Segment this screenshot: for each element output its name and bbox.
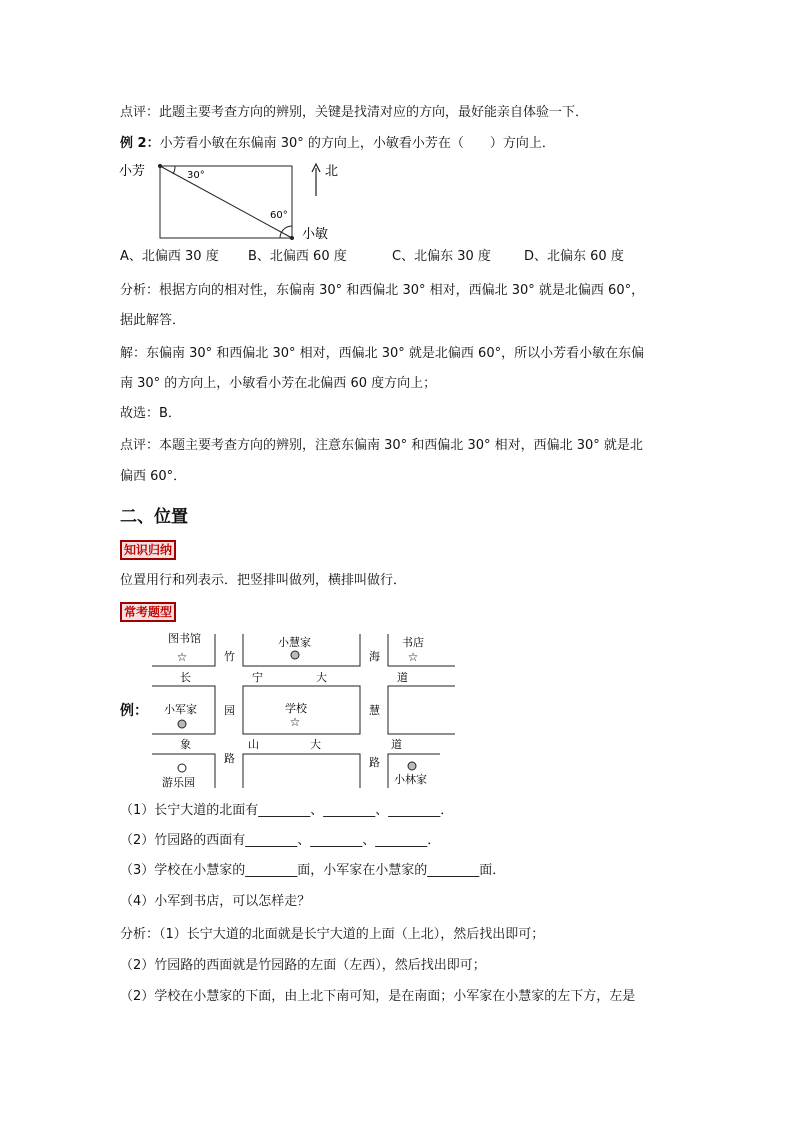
road-label-hai: 海 [369, 650, 380, 663]
analysis-part-3: （2）学校在小慧家的下面，由上北下南可知，是在南面；小军家在小慧家的左下方，左是 [120, 989, 636, 1004]
place-library-label: 图书馆 [168, 632, 201, 645]
circle-marker-icon [178, 764, 186, 772]
answer-line: 故选：B． [120, 406, 181, 421]
question-3: （3）学校在小慧家的________面，小军家在小慧家的________面． [120, 863, 506, 878]
row-label-shan: 山 [248, 738, 259, 751]
circle-marker-icon [178, 720, 186, 728]
analysis-part-2: （2）竹园路的西面就是竹园路的左面（左西），然后找出即可； [120, 958, 486, 973]
diagram-xiaomin-label: 小敏 [302, 227, 329, 242]
row-label-da-2: 大 [310, 738, 321, 751]
diagram-angle-30: 30° [187, 170, 205, 181]
diagram-diagonal [160, 166, 292, 238]
example2-question [120, 135, 555, 153]
road-label-hui: 慧 [369, 704, 380, 717]
place-playground-label: 游乐园 [162, 776, 195, 789]
row-label-dao-1: 道 [397, 671, 408, 684]
diagram-north-label: 北 [325, 164, 339, 179]
star-icon: ☆ [289, 715, 301, 729]
circle-marker-icon [291, 651, 299, 659]
diagram-point-xiaomin [290, 236, 294, 240]
analysis-part-1: 分析：（1）长宁大道的北面就是长宁大道的上面（上北），然后找出即可； [120, 927, 545, 942]
comment2-line-2: 偏西 60°． [120, 469, 187, 484]
example2-text: 小芳看小敏在东偏南 30° 的方向上，小敏看小芳在（ ）方向上． [159, 136, 555, 151]
place-school-label: 学校 [285, 702, 307, 715]
comment-1: 点评：此题主要考查方向的辨别，关键是找清对应的方向，最好能亲自体验一下． [120, 105, 589, 120]
place-xiaolin-label: 小林家 [394, 773, 427, 786]
knowledge-text: 位置用行和列表示．把竖排叫做列，横排叫做行． [120, 573, 407, 588]
solution-line-2: 南 30° 的方向上，小敏看小芳在北偏西 60 度方向上； [120, 376, 437, 391]
circle-marker-icon [408, 762, 416, 770]
comment2-line-1: 点评：本题主要考查方向的辨别，注意东偏南 30° 和西偏北 30° 相对，西偏北 30° 就是北 [120, 438, 643, 453]
option-b: B、北偏西 60 度 [248, 249, 347, 264]
analysis-line-1: 分析：根据方向的相对性，东偏南 30° 和西偏北 30° 相对，西偏北 30° 就是北偏西 60°， [120, 283, 645, 298]
question-2: （2）竹园路的西面有________、________、________． [120, 833, 441, 848]
road-label-lu-2: 路 [369, 756, 380, 769]
block-right-outline [388, 686, 455, 734]
diagram-angle-60: 60° [270, 210, 288, 221]
question-4: （4）小军到书店，可以怎样走？ [120, 894, 311, 909]
block-bottom-middle-outline [243, 754, 360, 788]
question-1: （1）长宁大道的北面有________、________、________． [120, 803, 454, 818]
row-label-chang: 长 [180, 671, 191, 684]
map-example-label: 例： [120, 703, 148, 719]
row-label-da-1: 大 [316, 671, 327, 684]
direction-diagram [115, 158, 345, 248]
road-label-yuan: 园 [224, 704, 235, 717]
example2-label: 例 2： [120, 136, 160, 151]
row-label-ning: 宁 [252, 671, 263, 684]
option-c: C、北偏东 30 度 [392, 249, 491, 264]
analysis-line-2: 据此解答． [120, 313, 186, 328]
road-label-lu-1: 路 [224, 752, 235, 765]
diagram-arc-top [173, 166, 175, 174]
place-bookstore-label: 书店 [402, 636, 424, 649]
place-xiaojun-label: 小军家 [164, 703, 197, 716]
option-d: D、北偏东 60 度 [524, 249, 624, 264]
diagram-xiaofang-label: 小芳 [119, 164, 146, 179]
tag-knowledge: 知识归纳 [120, 540, 176, 560]
row-label-xiang: 象 [180, 738, 191, 751]
place-xiaohui-label: 小慧家 [278, 636, 311, 649]
position-map [140, 626, 470, 792]
tag-common-questions: 常考题型 [120, 602, 176, 622]
option-a: A、北偏西 30 度 [120, 249, 219, 264]
diagram-point-xiaofang [158, 164, 162, 168]
star-icon: ☆ [407, 650, 419, 664]
row-label-dao-2: 道 [391, 738, 402, 751]
star-icon: ☆ [176, 650, 188, 664]
road-label-zhu: 竹 [224, 650, 235, 663]
solution-line-1: 解：东偏南 30° 和西偏北 30° 相对，西偏北 30° 就是北偏西 60°，所以小芳看小敏在东偏 [120, 346, 645, 361]
diagram-arc-bottom [280, 226, 292, 238]
section-title: 二、位置 [120, 507, 188, 527]
